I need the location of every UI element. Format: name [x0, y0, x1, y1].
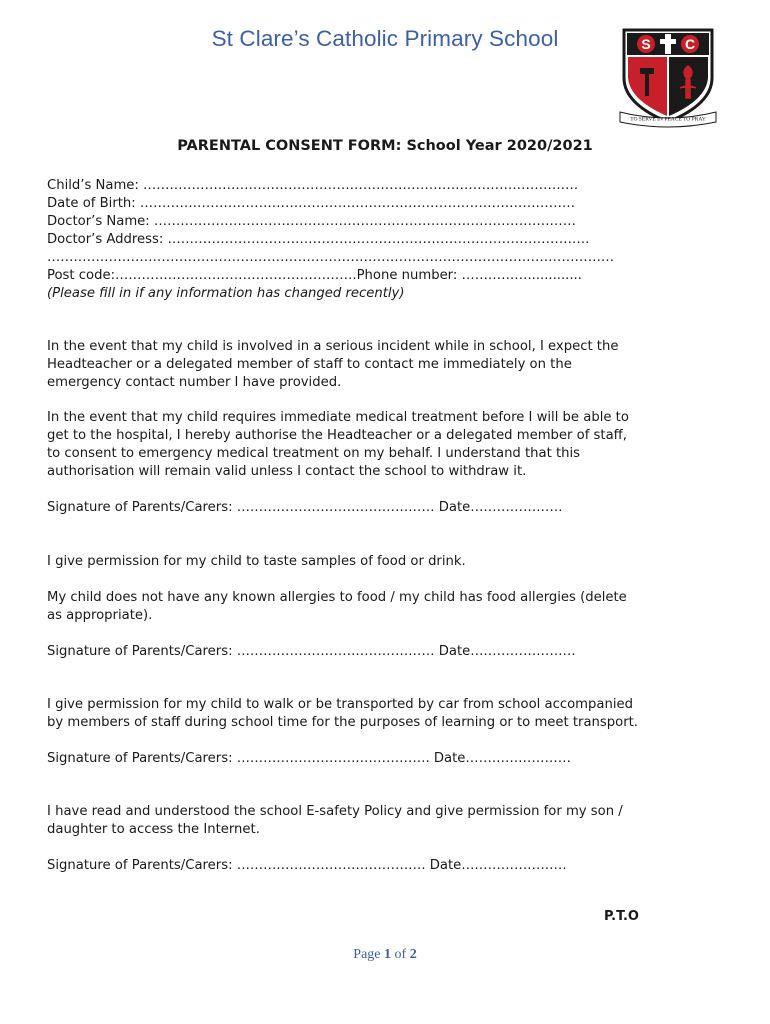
doctors-address-field-line-2[interactable]: …………………………………………………………………………………………………………………: [47, 250, 615, 265]
paragraph-line: authorisation will remain valid unless I contact the school to withdraw it.: [47, 464, 527, 479]
childs-name-field[interactable]: Child’s Name: ………………………………………………………………………………………: [47, 178, 579, 193]
postcode-phone-field[interactable]: Post code:……………………………………………….Phone number: …………….............: [47, 268, 582, 283]
school-name: St Clare’s Catholic Primary School: [211, 26, 559, 51]
esafety-paragraph: [47, 803, 723, 839]
signature-line-medical[interactable]: Signature of Parents/Carers: ……………………………………… Date…………………: [47, 500, 563, 515]
crest-letter-s: S: [641, 36, 651, 52]
paragraph-line: get to the hospital, I hereby authorise the Headteacher or a delegated member of staff,: [47, 428, 627, 443]
page-number: [0, 947, 770, 963]
paragraph-line: as appropriate).: [47, 608, 153, 623]
crest-letter-c: C: [684, 36, 696, 52]
paragraph-line: I give permission for my child to walk or be transported by car from school accompanied: [47, 697, 633, 712]
paragraph-line: emergency contact number I have provided.: [47, 375, 342, 390]
doctors-name-field[interactable]: Doctor’s Name: ……………………………………………………………………………………: [47, 214, 576, 229]
paragraph-line: My child does not have any known allergies to food / my child has food allergies (delete: [47, 590, 627, 605]
form-title: PARENTAL CONSENT FORM: School Year 2020/2021: [177, 138, 593, 154]
food-permission-text: I give permission for my child to taste samples of food or drink.: [47, 554, 466, 569]
transport-paragraph: [47, 696, 723, 732]
doctors-address-field[interactable]: Doctor’s Address: ……………………………………………………………………………………: [47, 232, 590, 247]
please-turn-over-label: P.T.O: [604, 909, 639, 924]
paragraph-line: I have read and understood the school E-safety Policy and give permission for my son /: [47, 804, 623, 819]
date-of-birth-field[interactable]: Date of Birth: ………………………………………………………………………………………: [47, 196, 576, 211]
school-crest-logo: [618, 26, 718, 128]
medical-treatment-paragraph: [47, 409, 723, 481]
paragraph-line: daughter to access the Internet.: [47, 822, 260, 837]
page-total: 2: [409, 947, 417, 962]
paragraph-line: to consent to emergency medical treatment on my behalf. I understand that this: [47, 446, 581, 461]
signature-line-transport[interactable]: Signature of Parents/Carers: ……………………….……………. Date……………………: [47, 751, 571, 766]
page-current: 1: [384, 947, 392, 962]
crest-motto: TO SERVE IN PEACE TO PRAY: [630, 116, 706, 123]
emergency-contact-paragraph: [47, 338, 723, 392]
update-note: (Please fill in if any information has changed recently): [47, 286, 405, 301]
paragraph-line: In the event that my child is involved in a serious incident while in school, I expect the: [47, 339, 619, 354]
page-of: of: [394, 947, 407, 962]
signature-line-food[interactable]: Signature of Parents/Carers: ……………………………………… Date……………………: [47, 644, 576, 659]
paragraph-line: In the event that my child requires immediate medical treatment before I will be able to: [47, 410, 629, 425]
allergies-paragraph: [47, 589, 723, 625]
page-prefix: Page: [353, 947, 381, 962]
signature-line-esafety[interactable]: Signature of Parents/Carers: ……………………………………. Date……………………: [47, 858, 567, 873]
paragraph-line: Headteacher or a delegated member of staff to contact me immediately on the: [47, 357, 572, 372]
paragraph-line: by members of staff during school time for the purposes of learning or to meet transport.: [47, 715, 639, 730]
